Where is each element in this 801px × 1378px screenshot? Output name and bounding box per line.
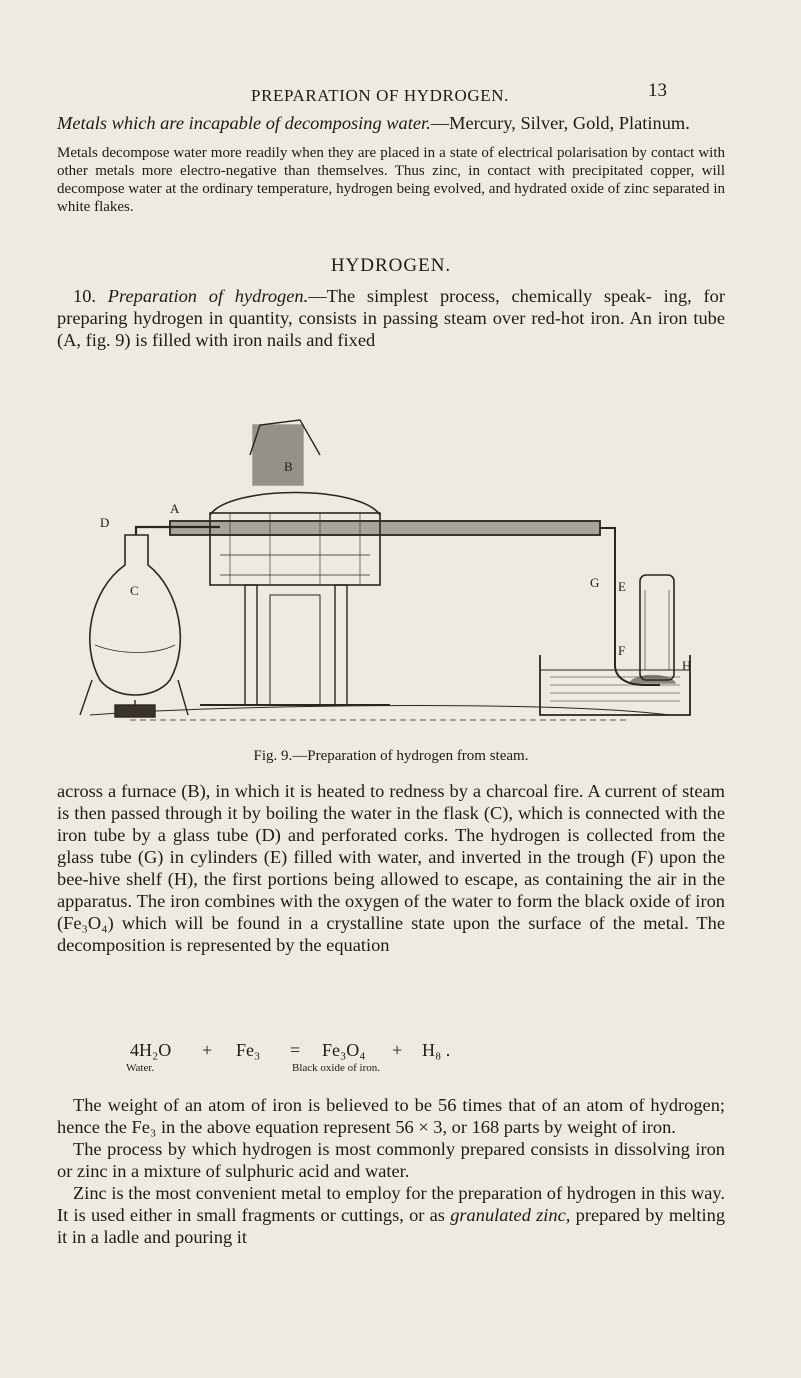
paragraph-10-body: —The simplest process, chemically speak- ing, for preparing hydrogen in quantity, consists in passing steam over red-hot iron. An iron tube (A, fig. 9) is filled with iron nails and fixed bbox=[57, 286, 725, 350]
equation-term-iron: Fe₃ bbox=[236, 1040, 261, 1060]
equation-term-oxide: Fe₃O₄ bbox=[322, 1040, 366, 1060]
figure-caption: Fig. 9.—Preparation of hydrogen from steam. bbox=[253, 748, 529, 764]
page-number: 13 bbox=[648, 80, 667, 101]
flask-c bbox=[80, 535, 188, 715]
paragraph-10-text bbox=[57, 285, 725, 351]
equation-equals: = bbox=[290, 1040, 301, 1060]
equation bbox=[126, 1040, 550, 1080]
atom-weight-paragraph: The weight of an atom of iron is believed to be 56 times that of an atom of hydrogen; hence the Fe₃ in the above equation represent 56 × 3, or 168 parts by weight of iron. bbox=[57, 1095, 725, 1137]
label-h: H bbox=[682, 658, 692, 673]
paragraph-10-title: Preparation of hydrogen. bbox=[107, 286, 309, 306]
label-b: B bbox=[284, 459, 293, 474]
label-g: G bbox=[590, 575, 600, 590]
common-process-paragraph: The process by which hydrogen is most commonly prepared consists in dissolving iron or zinc in a mixture of sulphuric acid and water. bbox=[57, 1139, 725, 1181]
equation-label-water: Water. bbox=[126, 1062, 155, 1074]
closing-block bbox=[57, 1094, 725, 1248]
label-f: F bbox=[618, 643, 626, 658]
section-heading: HYDROGEN. bbox=[330, 255, 452, 276]
furnace-b bbox=[200, 420, 390, 705]
label-d: D bbox=[100, 515, 110, 530]
zinc-paragraph-start: Zinc is the most convenient metal to employ for the preparation of hydrogen in this way. It is used either in small fragments or cuttings, or as bbox=[57, 1183, 725, 1225]
polarisation-paragraph: Metals decompose water more readily when they are placed in a state of electrical polarisation by contact with other metals more electro-negative than themselves. Thus zinc, in contact with precipitated copper, will decompose water at the ordinary temperature, hydrogen being evolved, and hydrated oxide of zinc separated in white flakes. bbox=[57, 145, 725, 215]
equation-plus-1: + bbox=[202, 1040, 213, 1060]
equation-label-oxide: Black oxide of iron. bbox=[292, 1062, 380, 1074]
zinc-paragraph bbox=[57, 1182, 725, 1248]
paragraph-number: 10. bbox=[73, 286, 96, 306]
continuation-paragraph: across a furnace (B), in which it is heated to redness by a charcoal fire. A current of steam is then passed through it by boiling the water in the flask (C), which is connected with the iron tube by a glass tube (D) and perforated corks. The hydrogen is collected from the glass tube (G) in cylinders (E) filled with water, and inverted in the trough (F) upon the bee-hive shelf (H), the first portions being allowed to escape, as containing the air in the apparatus. The iron combines with the oxygen of the water to form the black oxide of iron (Fe₃O₄) which will be found in a crystalline state upon the surface of the metal. The decomposition is represented by the equation bbox=[57, 781, 725, 955]
zinc-paragraph-end: prepared by melting it in a ladle and pouring it bbox=[57, 1205, 726, 1247]
continuation-block bbox=[57, 780, 725, 956]
label-a: A bbox=[170, 501, 180, 516]
label-e: E bbox=[618, 579, 626, 594]
metals-lead-rest: —Mercury, Silver, Gold, Platinum. bbox=[430, 113, 690, 133]
running-head: PREPARATION OF HYDROGEN. bbox=[251, 86, 509, 105]
equation-plus-2: + bbox=[392, 1040, 403, 1060]
figure-9-apparatus bbox=[70, 415, 710, 735]
intro-block bbox=[57, 112, 725, 216]
label-c: C bbox=[130, 583, 139, 598]
equation-term-hydrogen: H₈ . bbox=[422, 1040, 451, 1060]
paragraph-10 bbox=[57, 285, 725, 351]
cylinder-e bbox=[640, 575, 674, 680]
equation-term-water: 4H₂O bbox=[130, 1040, 172, 1060]
metals-lead-italic: Metals which are incapable of decomposing water. bbox=[57, 113, 431, 133]
metals-list-paragraph bbox=[57, 112, 725, 134]
granulated-zinc-italic: granulated zinc, bbox=[450, 1205, 571, 1225]
